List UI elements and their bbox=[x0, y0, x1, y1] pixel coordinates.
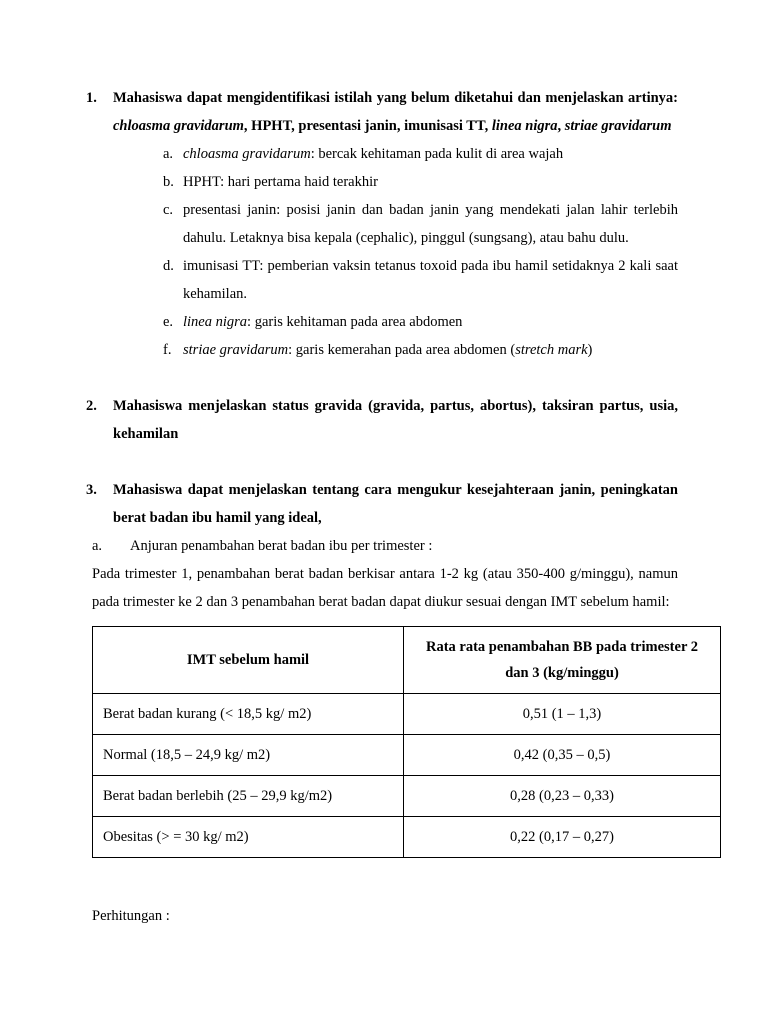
table-header-imt: IMT sebelum hamil bbox=[93, 627, 404, 694]
table-header-rata-rata: Rata rata penambahan BB pada trimester 2 dan 3 (kg/minggu) bbox=[404, 627, 721, 694]
lettered-line-a bbox=[86, 532, 678, 560]
table-cell-value: 0,28 (0,23 – 0,33) bbox=[404, 776, 721, 817]
table-row bbox=[93, 735, 721, 776]
imt-table-head bbox=[93, 627, 721, 694]
lettered-marker: a. bbox=[92, 538, 103, 554]
sublist-item-a bbox=[163, 140, 678, 168]
sublist-item-f bbox=[163, 336, 678, 364]
document-content bbox=[86, 84, 698, 930]
imt-table-wrapper bbox=[86, 616, 698, 858]
sublist-item-text: imunisasi TT: pemberian vaksin tetanus toxoid pada ibu hamil setidaknya 2 kali saat kehamilan. bbox=[183, 258, 678, 302]
table-cell-value: 0,51 (1 – 1,3) bbox=[404, 694, 721, 735]
body-paragraph: Pada trimester 1, penambahan berat badan berkisar antara 1-2 kg (atau 350-400 g/minggu), namun pada trimester ke 2 dan 3 penambahan berat badan dapat diukur sesuai dengan IMT sebelum hamil: bbox=[92, 566, 678, 610]
footer-line: Perhitungan : bbox=[92, 908, 170, 924]
sublist-marker: e. bbox=[163, 314, 174, 330]
sublist-marker: d. bbox=[163, 258, 174, 274]
list-marker: 2. bbox=[86, 398, 97, 414]
sublist-marker: b. bbox=[163, 174, 174, 190]
table-cell-label: Berat badan kurang (< 18,5 kg/ m2) bbox=[93, 694, 404, 735]
table-row bbox=[93, 776, 721, 817]
list-item-text: Mahasiswa menjelaskan status gravida (gravida, partus, abortus), taksiran partus, usia, kehamilan bbox=[113, 398, 678, 442]
table-cell-label: Normal (18,5 – 24,9 kg/ m2) bbox=[93, 735, 404, 776]
table-cell-value: 0,22 (0,17 – 0,27) bbox=[404, 817, 721, 858]
imt-table bbox=[92, 626, 721, 858]
table-row bbox=[93, 694, 721, 735]
list-marker: 3. bbox=[86, 482, 97, 498]
sublist-marker: a. bbox=[163, 146, 174, 162]
lettered-text: Anjuran penambahan berat badan ibu per trimester : bbox=[130, 538, 433, 554]
list-item-2 bbox=[86, 392, 678, 448]
sublist-item-d bbox=[163, 252, 678, 308]
table-cell-label: Obesitas (> = 30 kg/ m2) bbox=[93, 817, 404, 858]
sublist-item-text: presentasi janin: posisi janin dan badan janin yang mendekati jalan lahir terlebih dahulu. Letaknya bisa kepala (cephalic), pinggul (sungsang), atau bahu dulu. bbox=[183, 202, 678, 246]
paragraph-gap bbox=[86, 364, 678, 392]
list-marker: 1. bbox=[86, 90, 97, 106]
imt-table-body bbox=[93, 694, 721, 858]
sublist-item-text: striae gravidarum: garis kemerahan pada area abdomen (stretch mark) bbox=[183, 342, 593, 358]
sublist-item-c bbox=[163, 196, 678, 252]
table-cell-value: 0,42 (0,35 – 0,5) bbox=[404, 735, 721, 776]
sublist-marker: c. bbox=[163, 202, 174, 218]
list-item-text: Mahasiswa dapat menjelaskan tentang cara mengukur kesejahteraan janin, peningkatan berat badan ibu hamil yang ideal, bbox=[113, 482, 678, 526]
sublist-1 bbox=[86, 140, 678, 364]
table-cell-label: Berat badan berlebih (25 – 29,9 kg/m2) bbox=[93, 776, 404, 817]
table-row bbox=[93, 817, 721, 858]
list-item-text: Mahasiswa dapat mengidentifikasi istilah yang belum diketahui dan menjelaskan artinya: chloasma gravidarum, HPHT, presentasi janin, imunisasi TT, linea nigra, striae gravidarum bbox=[113, 90, 678, 134]
table-header-row bbox=[93, 627, 721, 694]
sublist-item-b bbox=[163, 168, 678, 196]
sublist-item-e bbox=[163, 308, 678, 336]
list-item-3 bbox=[86, 476, 678, 532]
sublist-item-text: chloasma gravidarum: bercak kehitaman pada kulit di area wajah bbox=[183, 146, 564, 162]
sublist-item-text: HPHT: hari pertama haid terakhir bbox=[183, 174, 378, 190]
paragraph-gap bbox=[86, 448, 678, 476]
sublist-marker: f. bbox=[163, 342, 172, 358]
sublist-item-text: linea nigra: garis kehitaman pada area abdomen bbox=[183, 314, 463, 330]
list-item-1 bbox=[86, 84, 678, 140]
